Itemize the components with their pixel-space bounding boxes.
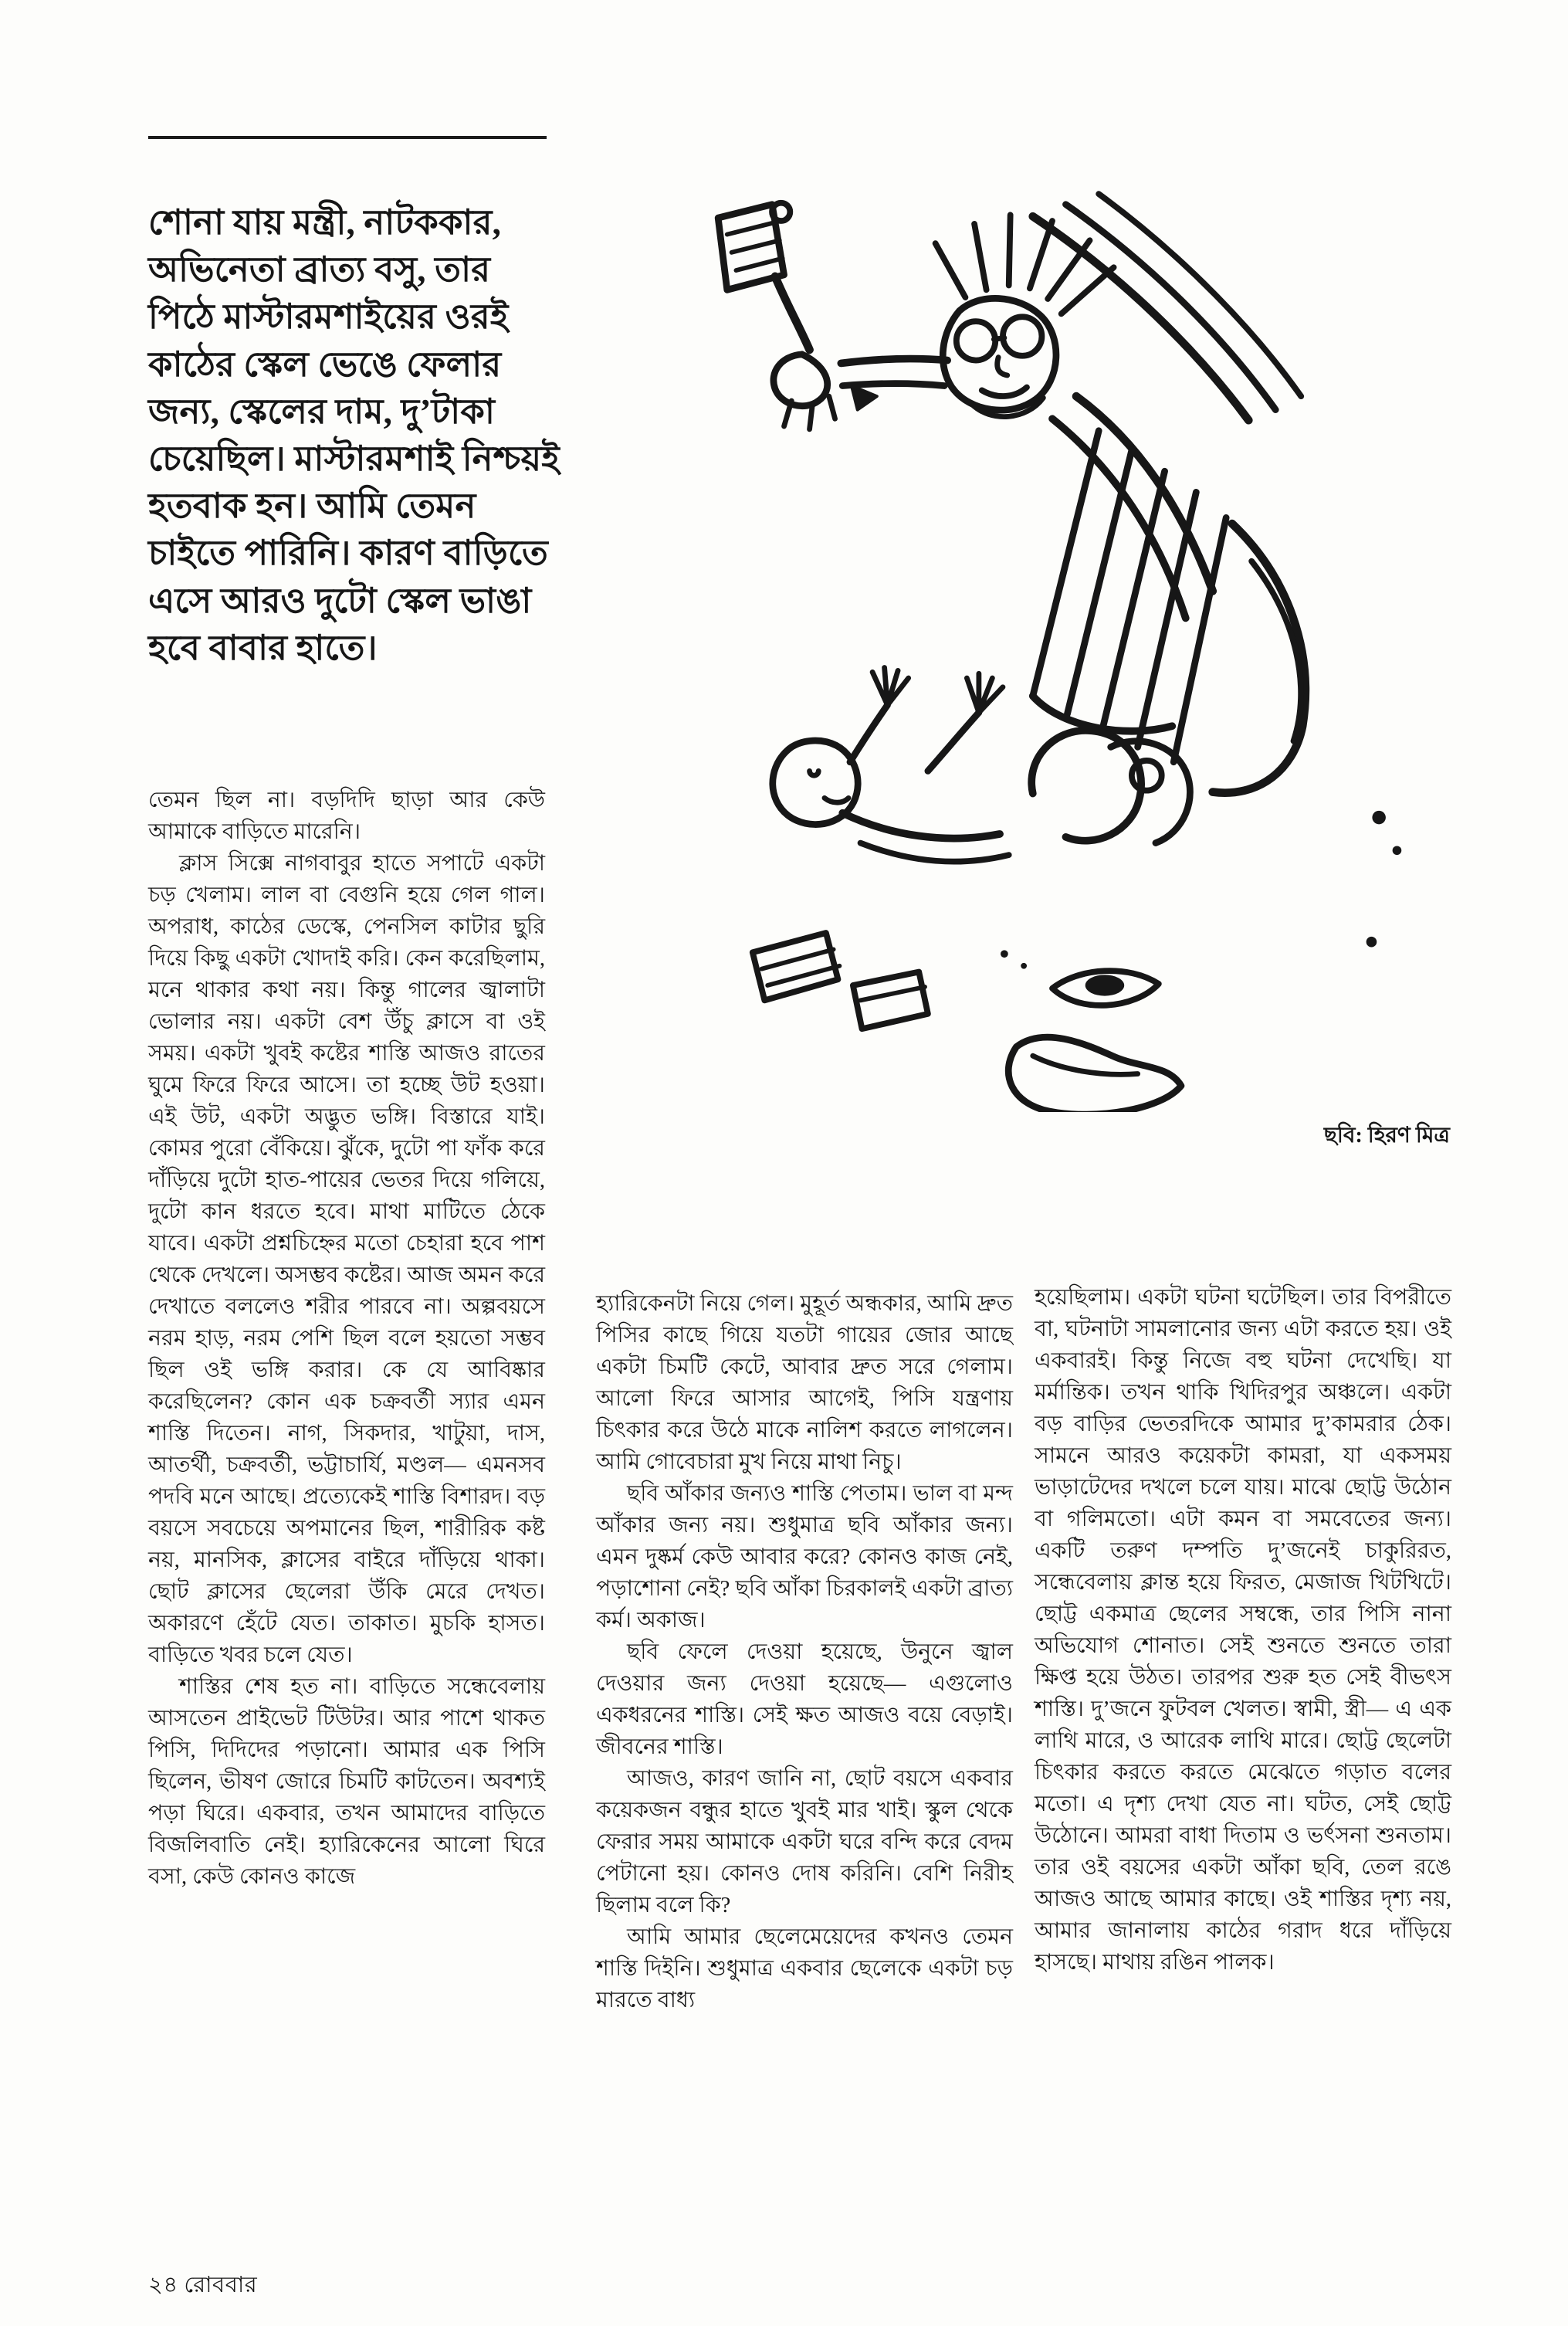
- ink-sketch-drawing: [601, 171, 1454, 1112]
- ink-sketch-illustration: [601, 171, 1454, 1112]
- paragraph: আমি আমার ছেলেমেয়েদের কখনও তেমন শাস্তি দিইনি। শুধুমাত্র একবার ছেলেকে একটা চড় মারতে বাধ্য: [596, 1925, 1013, 2012]
- body-column-middle: [596, 1288, 1013, 2016]
- paragraph: আজও, কারণ জানি না, ছোট বয়সে একবার কয়েকজন বন্ধুর হাতে খুবই মার খাই। স্কুল থেকে ফেরার সময় আমাকে একটা ঘরে বন্দি করে বেদম পেটানো হয়। কোনও দোষ করিনি। বেশি নিরীহ ছিলাম বলে কি?: [596, 1767, 1013, 1917]
- top-rule: [148, 136, 547, 139]
- paragraph: তেমন ছিল না। বড়দিদি ছাড়া আর কেউ আমাকে বাড়িতে মারেনি।: [148, 788, 545, 844]
- paragraph: ছবি ফেলে দেওয়া হয়েছে, উনুনে জ্বাল দেওয়ার জন্য দেওয়া হয়েছে— এগুলোও একধরনের শাস্তি। সেই ক্ষত আজও বয়ে বেড়াই। জীবনের শাস্তি।: [596, 1640, 1013, 1759]
- illustration-caption: ছবি: হিরণ মিত্র: [1323, 1124, 1450, 1148]
- paragraph: হ্যারিকেনটা নিয়ে গেল। মুহূর্ত অন্ধকার, আমি দ্রুত পিসির কাছে গিয়ে যতটা গায়ের জোর আছে একটা চিমটি কেটে, আবার দ্রুত সরে গেলাম। আলো ফিরে আসার আগেই, পিসি যন্ত্রণায় চিৎকার করে উঠে মাকে নালিশ করতে লাগলেন। আমি গোবেচারা মুখ নিয়ে মাথা নিচু।: [596, 1292, 1013, 1474]
- paragraph: ক্লাস সিক্সে নাগবাবুর হাতে সপাটে একটা চড় খেলাম। লাল বা বেগুনি হয়ে গেল গাল। অপরাধ, কাঠের ডেস্কে, পেনসিল কাটার ছুরি দিয়ে কিছু একটা খোদাই করি। কেন করেছিলাম, মনে থাকার কথা নয়। কিন্তু গালের জ্বালাটা ভোলার নয়। একটা বেশ উঁচু ক্লাসে বা ওই সময়। একটা খুবই কষ্টের শাস্তি আজও রাতের ঘুমে ফিরে ফিরে আসে। তা হচ্ছে উট হওয়া। এই উট, একটা অদ্ভুত ভঙ্গি। বিস্তারে যাই। কোমর পুরো বেঁকিয়ে। ঝুঁকে, দুটো পা ফাঁক করে দাঁড়িয়ে দুটো হাত-পায়ের ভেতর দিয়ে গলিয়ে, দুটো কান ধরতে হবে। মাথা মাটিতে ঠেকে যাবে। একটা প্রশ্নচিহ্নের মতো চেহারা হবে পাশ থেকে দেখলে। অসম্ভব কষ্টের। আজ অমন করে দেখাতে বললেও শরীর পারবে না। অল্পবয়সে নরম হাড়, নরম পেশি ছিল বলে হয়তো সম্ভব ছিল ওই ভঙ্গি করার। কে যে আবিষ্কার করেছিলেন? কোন এক চক্রবর্তী স্যার এমন শাস্তি দিতেন। নাগ, সিকদার, খাটুয়া, দাস, আতর্থী, চক্রবর্তী, ভট্টাচার্যি, মণ্ডল— এমনসব পদবি মনে আছে। প্রত্যেকেই শাস্তি বিশারদ। বড় বয়সে সবচেয়ে অপমানের ছিল, শারীরিক কষ্ট নয়, মানসিক, ক্লাসের বাইরে দাঁড়িয়ে থাকা। ছোট ক্লাসের ছেলেরা উঁকি মেরে দেখত। অকারণে হেঁটে যেত। তাকাত। মুচকি হাসত। বাড়িতে খবর চলে যেত।: [148, 852, 545, 1667]
- body-column-right: [1035, 1282, 1451, 1978]
- paragraph: ছবি আঁকার জন্যও শাস্তি পেতাম। ভাল বা মন্দ আঁকার জন্য নয়। শুধুমাত্র ছবি আঁকার জন্য। এমন দুষ্কর্ম কেউ আবার করে? কোনও কাজ নেই, পড়াশোনা নেই? ছবি আঁকা চিরকালই একটা ব্রাত্য কর্ম। অকাজ।: [596, 1482, 1013, 1633]
- page-number-footer: ২৪ রোববার: [148, 2273, 258, 2297]
- paragraph: শাস্তির শেষ হত না। বাড়িতে সন্ধেবেলায় আসতেন প্রাইভেট টিউটর। আর পাশে থাকত পিসি, দিদিদের পড়ানো। আমার এক পিসি ছিলেন, ভীষণ জোরে চিমটি কাটতেন। অবশ্যই পড়া ঘিরে। একবার, তখন আমাদের বাড়িতে বিজলিবাতি নেই। হ্যারিকেনের আলো ঘিরে বসা, কেউ কোনও কাজে: [148, 1675, 545, 1889]
- pull-quote: শোনা যায় মন্ত্রী, নাটককার, অভিনেতা ব্রাত্য বসু, তার পিঠে মাস্টারমশাইয়ের ওরই কাঠের স্কেল ভেঙে ফেলার জন্য, স্কেলের দাম, দু’টাকা চেয়েছিল। মাস্টারমশাই নিশ্চয়ই হতবাক হন। আমি তেমন চাইতে পারিনি। কারণ বাড়িতে এসে আরও দুটো স্কেল ভাঙা হবে বাবার হাতে।: [148, 203, 560, 667]
- paragraph: হয়েছিলাম। একটা ঘটনা ঘটেছিল। তার বিপরীতে বা, ঘটনাটা সামলানোর জন্য এটা করতে হয়। ওই একবারই। কিন্তু নিজে বহু ঘটনা দেখেছি। যা মর্মান্তিক। তখন থাকি খিদিরপুর অঞ্চলে। একটা বড় বাড়ির ভেতরদিকে আমার দু’কামরার ঠেক। সামনে আরও কয়েকটা কামরা, যা একসময় ভাড়াটেদের দখলে চলে যায়। মাঝে ছোট্ট উঠোন বা গলিমতো। এটা কমন বা সমবেতের জন্য। একটি তরুণ দম্পতি দু’জনেই চাকুরিরত, সন্ধেবেলায় ক্লান্ত হয়ে ফিরত, মেজাজ খিটখিটে। ছোট্ট একমাত্র ছেলের সম্বন্ধে, তার পিসি নানা অভিযোগ শোনাত। সেই শুনতে শুনতে তারা ক্ষিপ্ত হয়ে উঠত। তারপর শুরু হত সেই বীভৎস শাস্তি। দু’জনে ফুটবল খেলত। স্বামী, স্ত্রী— এ এক লাথি মারে, ও আরেক লাথি মারে। ছোট্ট ছেলেটা চিৎকার করতে করতে মেঝেতে গড়াত বলের মতো। এ দৃশ্য দেখা যেত না। ঘটত, সেই ছোট্ট উঠোনে। আমরা বাধা দিতাম ও ভর্ৎসনা শুনতাম। তার ওই বয়সের একটা আঁকা ছবি, তেল রঙে আজও আছে আমার কাছে। ওই শাস্তির দৃশ্য নয়, আমার জানালায় কাঠের গরাদ ধরে দাঁড়িয়ে হাসছে। মাথায় রঙিন পালক।: [1035, 1286, 1451, 1975]
- body-column-left: [148, 785, 545, 1893]
